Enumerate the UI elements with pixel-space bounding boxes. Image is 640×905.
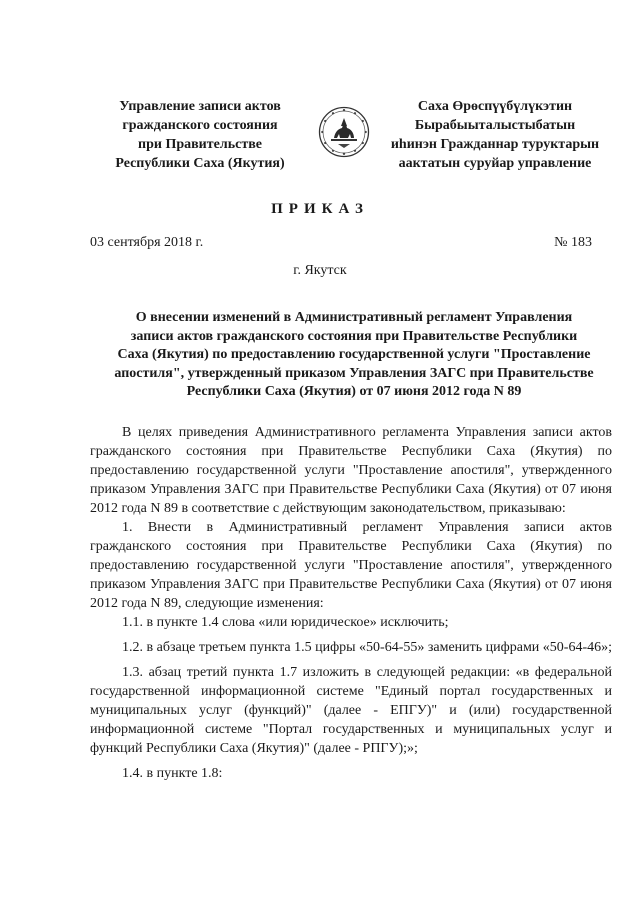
issuer-name-line: Республики Саха (Якутия) xyxy=(115,156,285,171)
issuer-name-line: при Правительстве xyxy=(138,137,262,152)
body-paragraph: 1.1. в пункте 1.4 слова «или юридическое» исключить; xyxy=(122,615,449,630)
subject-line: О внесении изменений в Административный регламент Управления xyxy=(135,310,573,325)
body-paragraph: 1.3. абзац третий пункта 1.7 изложить в следующей редакции: «в федеральной государственной информационной системе "Единый портал государственных и муниципальных услуг (функций)" (далее - ЕПГУ)" и (или) государственной информационной системе "Портал государственных и муниципальных услуг и функций Республики Саха (Якутия)" (далее - РПГУ);»; xyxy=(90,665,612,756)
document-type-title: ПРИКАЗ xyxy=(271,201,369,217)
subject-line: записи актов гражданского состояния при Правительстве Республики xyxy=(130,328,578,344)
document-date: 03 сентября 2018 г. xyxy=(90,235,204,250)
sakha-coat-of-arms-icon xyxy=(318,106,370,158)
issuer-name-line: гражданского состояния xyxy=(122,118,278,133)
issuer-name-line: иһинэн Гражданнар туруктарын xyxy=(390,137,600,152)
issuer-name-line: Саха Өрөспүүбүлүкэтин xyxy=(417,99,573,114)
order-subject xyxy=(96,309,612,402)
issuer-name-sakha xyxy=(380,97,610,173)
issuer-name-line: Управление записи актов xyxy=(119,99,281,114)
subject-line: Республики Саха (Якутия) от 07 июня 2012 года N 89 xyxy=(186,384,522,399)
issuer-name-line: Бырабыыталыстыбатын xyxy=(414,118,576,133)
subject-line: апостиля", утвержденный приказом Управления ЗАГС при Правительстве xyxy=(114,365,594,381)
issuer-name-russian xyxy=(100,97,300,173)
subject-line: Саха (Якутия) по предоставлению государственной услуги "Проставление xyxy=(117,347,591,362)
body-paragraph: 1.4. в пункте 1.8: xyxy=(122,766,223,781)
body-paragraph: 1.2. в абзаце третьем пункта 1.5 цифры «50-64-55» заменить цифрами «50-64-46»; xyxy=(122,640,613,655)
document-city: г. Якутск xyxy=(293,263,347,278)
order-body xyxy=(90,423,612,789)
body-paragraph: 1. Внести в Административный регламент Управления записи актов гражданского состояния при Правительстве Республики Саха (Якутия) по предоставлению государственной услуги "Проставление апостиля", утвержденного приказом Управления ЗАГС при Правительстве Республики Саха (Якутия) от 07 июня 2012 года N 89, следующие изменения: xyxy=(90,520,612,611)
issuer-name-line: аактатын суруйар управление xyxy=(398,156,592,171)
body-paragraph: В целях приведения Административного регламента Управления записи актов гражданского состояния при Правительстве Республики Саха (Якутия) по предоставлению государственной услуги "Проставление апостиля", утвержденного приказом Управления ЗАГС при Правительстве Республики Саха (Якутия) от 07 июня 2012 года N 89 в соответствие с действующим законодательством, приказываю: xyxy=(90,425,612,516)
document-number: № 183 xyxy=(554,235,592,250)
